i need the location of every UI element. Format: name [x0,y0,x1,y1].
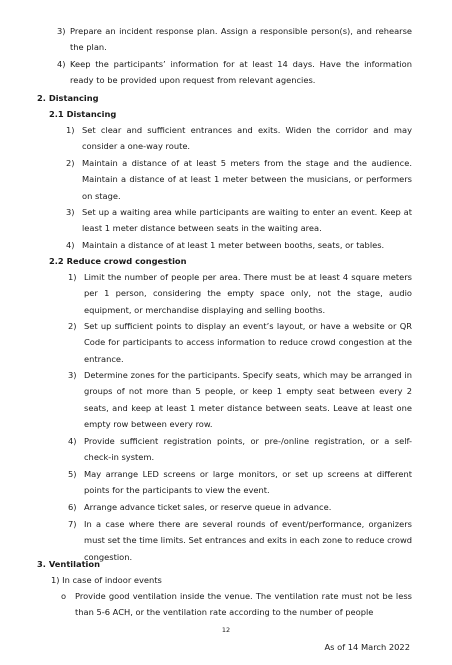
list-item-text: Set up sufficient points to display an event’s layout, or have a website or QR Code for participants to access information to reduce crowd congestion at the entrance. [84,321,412,364]
item-number: 3) [66,207,75,217]
list-item-text: Set clear and sufficient entrances and exits. Widen the corridor and may consider a one-way route. [82,125,412,152]
list-item-text: Prepare an incident response plan. Assign a responsible person(s), and rehearse the plan. [70,26,412,53]
list-item-text: Maintain a distance of at least 5 meters from the stage and the audience. Maintain a distance of at least 1 meter between the musicians, or performers on stage. [82,158,412,201]
list-item-text: May arrange LED screens or large monitors, or set up screens at different points for the participants to view the event. [84,469,412,496]
list-item-text: In a case where there are several rounds of event/performance, organizers must set the time limits. Set entrances and exits in each zone to reduce crowd congestion. [84,519,412,562]
list-item-text: Keep the participants’ information for at least 14 days. Have the information ready to be provided upon request from relevant agencies. [70,59,412,86]
subsection-heading: 2.1 Distancing [49,109,117,119]
bullet-icon: o [61,591,67,601]
item-number: 1) [66,125,75,135]
list-item-text: Provide good ventilation inside the venue. The ventilation rate must not be less than 5-6 ACH, or the ventilation rate according to the number of people [75,591,412,618]
item-number: 7) [68,519,77,529]
item-number: 1) [68,272,77,282]
item-number: 5) [68,469,77,479]
item-number: 2) [66,158,75,168]
item-number: 6) [68,502,77,512]
item-number: 3) [68,370,77,380]
list-item-text: Set up a waiting area while participants are waiting to enter an event. Keep at least 1 meter distance between seats in the waiting area. [82,207,412,234]
item-number: 3) [57,26,66,36]
subsection-heading: 2.2 Reduce crowd congestion [49,256,187,266]
list-item-text: Limit the number of people per area. There must be at least 4 square meters per 1 person, considering the empty space only, not the stage, audio equipment, or merchandise displaying and selling booths. [84,272,412,315]
as-of-date: As of 14 March 2022 [324,642,410,652]
list-item-text: Maintain a distance of at least 1 meter between booths, seats, or tables. [82,240,385,250]
item-number: 4) [66,240,75,250]
section-heading: 2. Distancing [37,93,99,103]
section-heading: 3. Ventilation [37,559,100,569]
item-number: 4) [68,436,77,446]
page-number: 12 [221,626,231,634]
item-number: 4) [57,59,66,69]
list-item-text: Determine zones for the participants. Specify seats, which may be arranged in groups of not more than 5 people, or keep 1 empty seat between every 2 seats, and keep at least 1 meter distance between seats. Leave at least one empty row between every row. [84,370,412,430]
list-item-text: 1) In case of indoor events [51,575,162,585]
list-item-text: Provide sufficient registration points, or pre-/online registration, or a self-check-in system. [84,436,412,463]
item-number: 2) [68,321,77,331]
list-item-text: Arrange advance ticket sales, or reserve queue in advance. [84,502,332,512]
